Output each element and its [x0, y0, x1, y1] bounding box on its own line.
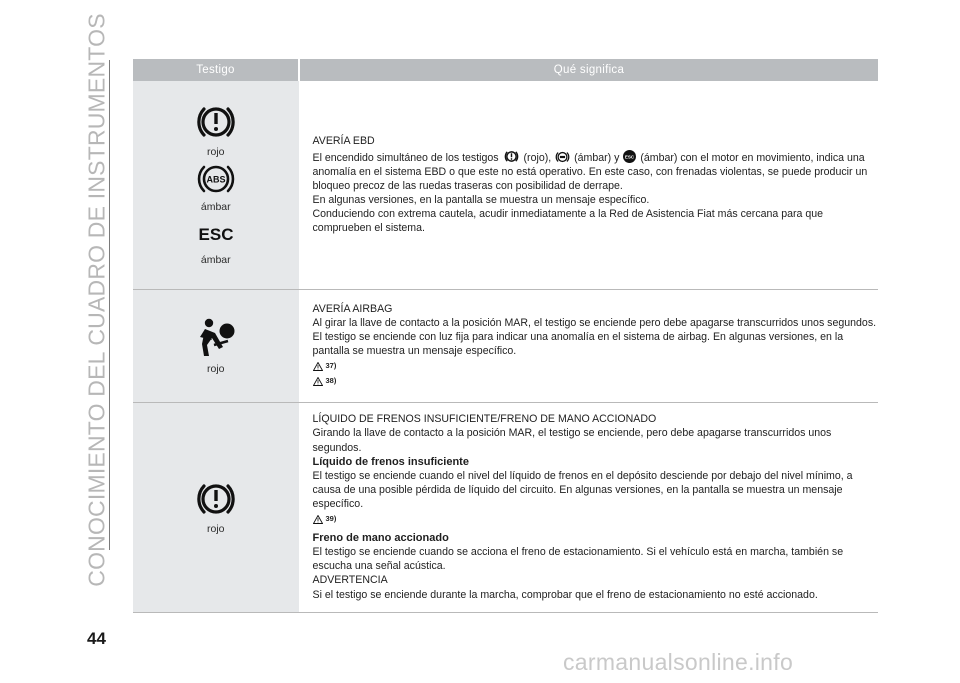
airbag-warning-icon [193, 314, 239, 360]
svg-text:ESC: ESC [198, 225, 234, 245]
warning-note: 37) [313, 359, 879, 373]
abs-warning-icon [554, 150, 571, 164]
page-number: 44 [87, 629, 106, 648]
icon-caption: ámbar [200, 254, 231, 267]
description-cell [299, 289, 878, 402]
esc-warning-icon [622, 149, 637, 164]
svg-text:ABS: ABS [206, 174, 226, 185]
paragraph: El testigo se enciende cuando el nivel del líquido de frenos en el depósito desciende por debajo del nivel mínimo, a causa de una posible pérdida de líquido del circuito. En algunas versiones, en la pantalla se muestra un mensaje específico. [312, 469, 853, 510]
table-header-row [133, 59, 878, 81]
description-cell [299, 81, 878, 289]
paragraph: Al girar la llave de contacto a la posición MAR, el testigo se enciende pero debe apagarse transcurridos unos segundos. [312, 316, 877, 329]
table-row [133, 81, 878, 289]
warning-note: 38) [313, 374, 879, 388]
warning-triangle-icon [313, 362, 323, 371]
section-title: LÍQUIDO DE FRENOS INSUFICIENTE/FRENO DE MANO ACCIONADO [312, 413, 657, 426]
warning-triangle-icon [313, 377, 323, 386]
icon-caption: rojo [206, 363, 225, 375]
warning-lights-table [133, 59, 878, 613]
icon-cell [133, 81, 299, 289]
esc-warning-icon [194, 215, 238, 251]
footer-watermark: carmanualsonline.info [563, 649, 794, 675]
paragraph: El encendido simultáneo de los testigos (rojo), (ámbar) y ESC (ámbar) con el motor en movimiento, indica una anomalía en el sistema EBD o que este no está operativo. En este caso, con frenadas violentas, se puede producir un bloqueo precoz de las ruedas traseras con posibilidad de derrape. [313, 149, 879, 193]
icon-caption: ámbar [200, 201, 231, 214]
warning-triangle-icon [313, 515, 323, 524]
abs-warning-icon [194, 160, 238, 198]
icon-cell [133, 402, 299, 612]
section-title: AVERÍA EBD [312, 135, 375, 148]
header-significado: Qué significa [299, 59, 878, 81]
brake-fluid-warning-icon [194, 478, 238, 520]
paragraph: El testigo se enciende con luz fija para indicar una anomalía en el sistema de airbag. En algunas versiones, en la pantalla se muestra un mensaje específico. [312, 330, 844, 357]
warning-note: 39) [313, 512, 879, 526]
side-rule [109, 60, 110, 550]
table-row [133, 289, 878, 402]
side-chapter-title: CONOCIMIENTO DEL CUADRO DE INSTRUMENTOS [83, 13, 110, 587]
paragraph: Girando la llave de contacto a la posición MAR, el testigo se enciende, pero debe apagarse transcurridos unos segundos. [312, 427, 832, 454]
paragraph: Si el testigo se enciende durante la marcha, comprobar que el freno de estacionamiento no esté accionado. [312, 588, 818, 601]
subheading: Freno de mano accionado [312, 532, 449, 545]
brake-warning-icon [194, 101, 238, 143]
description-cell [299, 402, 878, 612]
svg-text:ESC: ESC [625, 154, 635, 160]
header-testigo: Testigo [133, 59, 299, 81]
paragraph: Conduciendo con extrema cautela, acudir inmediatamente a la Red de Asistencia Fiat más cercana para que comprueben el sistema. [312, 207, 824, 234]
warning-label: ADVERTENCIA [312, 574, 388, 587]
table-row [133, 402, 878, 612]
icon-caption: rojo [206, 522, 225, 535]
icon-cell [133, 289, 299, 402]
paragraph: El testigo se enciende cuando se acciona el freno de estacionamiento. Si el vehículo está en marcha, también se escucha una señal acústica. [312, 546, 844, 573]
subheading: Líquido de frenos insuficiente [312, 455, 469, 468]
brake-warning-icon [502, 149, 521, 164]
section-title: AVERÍA AIRBAG [312, 302, 393, 315]
paragraph: En algunas versiones, en la pantalla se muestra un mensaje específico. [312, 193, 650, 206]
icon-caption: rojo [206, 146, 225, 159]
